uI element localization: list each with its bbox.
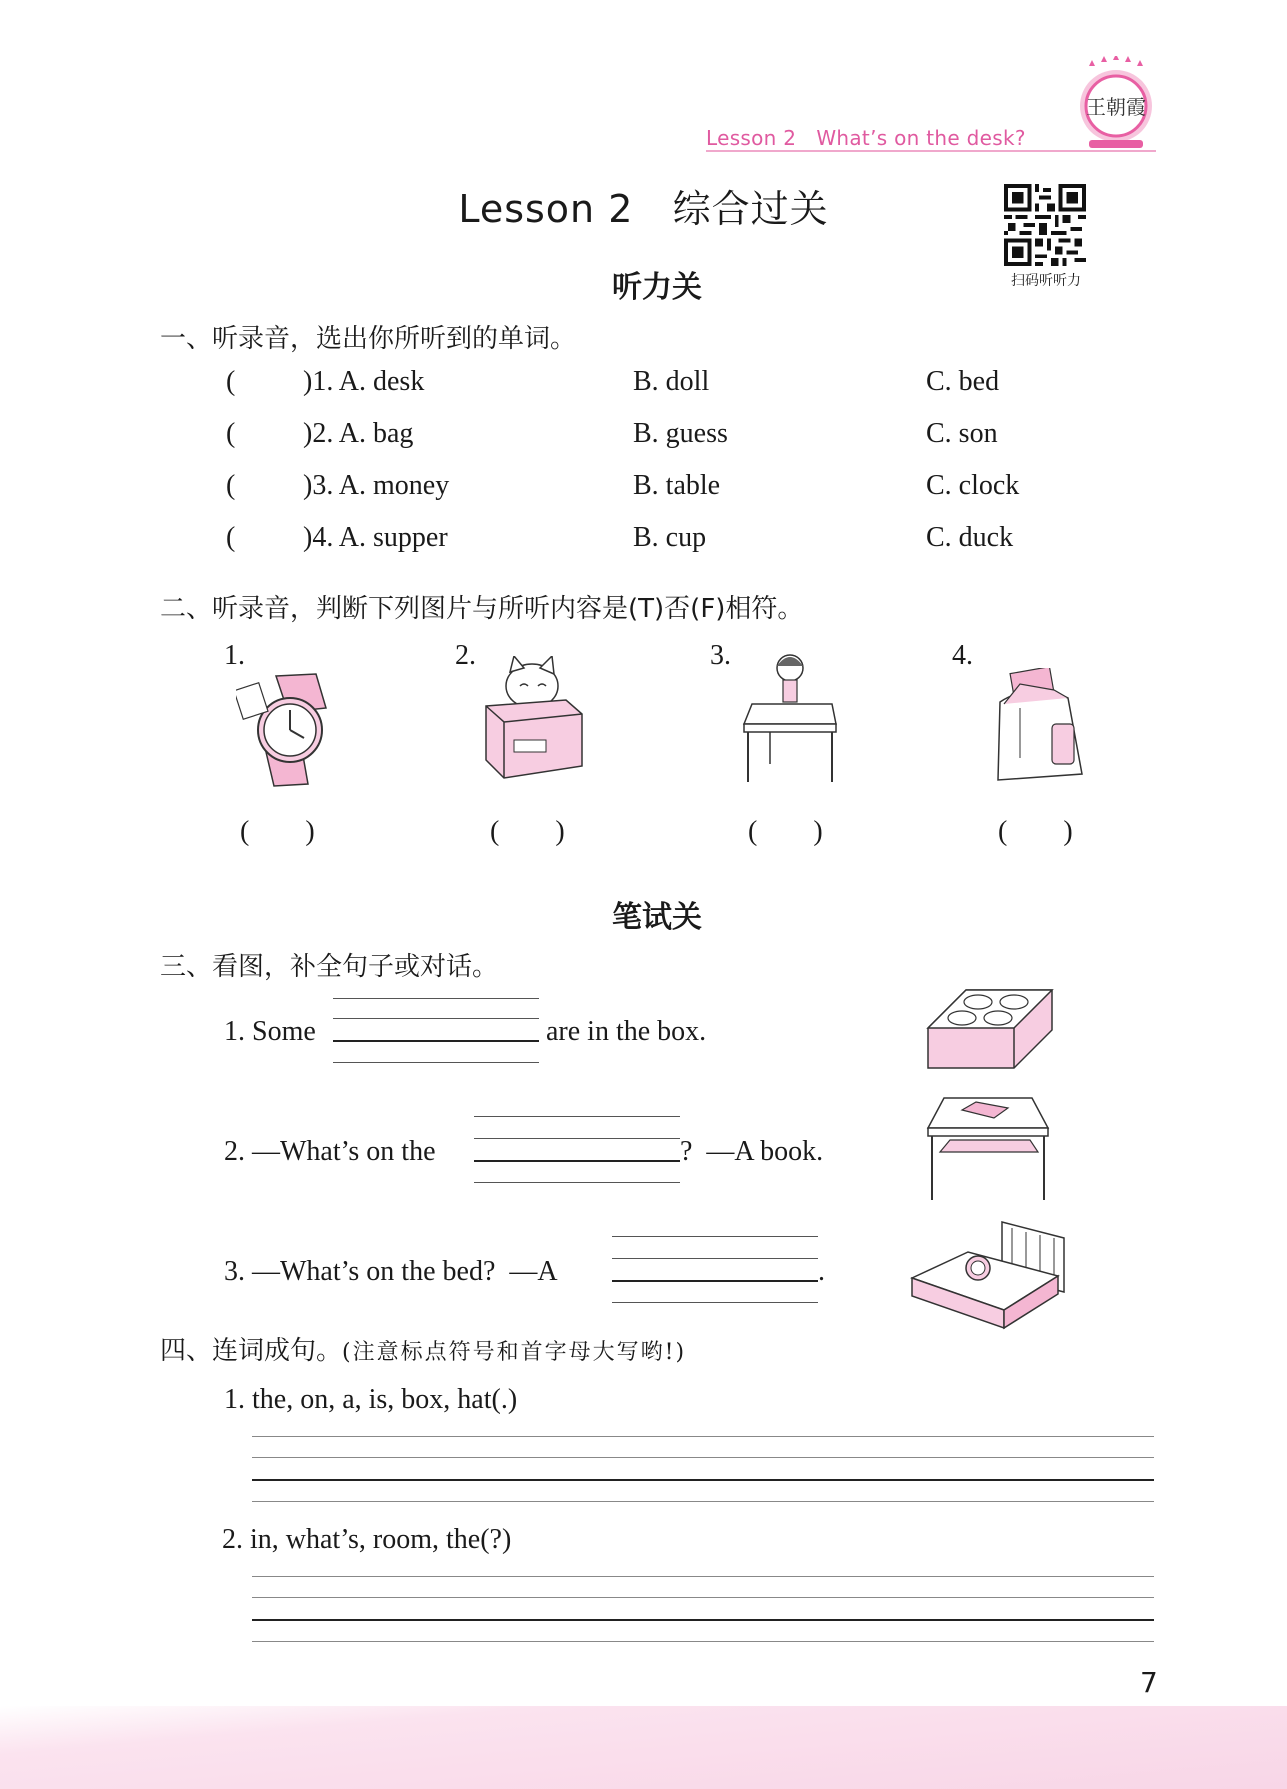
q1-option-b: B. cup	[633, 522, 707, 553]
q3-fill-blank-2[interactable]	[474, 1116, 680, 1182]
watch-picture	[236, 672, 340, 788]
q2-number: 3.	[710, 640, 731, 671]
q3-sentence-2-end: ? —A book.	[680, 1136, 824, 1167]
section-writing: 笔试关	[612, 900, 702, 935]
q1-option-a: )4. A. supper	[303, 522, 448, 553]
q1-option-c: C. clock	[926, 470, 1020, 501]
q4-prompt-1: 1. the, on, a, is, box, hat(.)	[224, 1384, 518, 1415]
q4-heading	[160, 1330, 686, 1367]
cat-in-box-picture	[482, 656, 586, 780]
title-text: 综合过关	[672, 187, 829, 231]
footer-band	[0, 1706, 1287, 1789]
q4-prompt-2: 2. in, what’s, room, the(?)	[222, 1524, 512, 1555]
doll-on-table-picture	[740, 652, 840, 784]
q1-option-b: B. table	[633, 470, 721, 501]
section-listening: 听力关	[612, 270, 702, 305]
qr-caption: 扫码听听力	[1011, 273, 1081, 289]
q3-sentence-1-end: are in the box.	[546, 1016, 707, 1047]
q1-answer-blank[interactable]: (	[226, 418, 236, 449]
header-lesson: Lesson 2	[706, 126, 797, 150]
q2-answer-blank[interactable]: ( )	[490, 816, 565, 847]
bowls-in-box-picture	[926, 988, 1054, 1070]
header-rule	[706, 150, 1156, 152]
q3-fill-blank-3[interactable]	[612, 1236, 818, 1302]
q2-heading: 二、听录音，判断下列图片与所听内容是(T)否(F)相符。	[160, 594, 804, 624]
running-header	[706, 126, 1026, 150]
q4-writing-lines-2[interactable]	[252, 1576, 1154, 1642]
q2-number: 4.	[952, 640, 973, 671]
q3-heading: 三、看图，补全句子或对话。	[160, 952, 499, 982]
q1-option-a: )1. A. desk	[303, 366, 425, 397]
q2-number: 2.	[455, 640, 476, 671]
q4-note: (注意标点符号和首字母大写哟!)	[342, 1340, 687, 1365]
q3-sentence-3-start: 3. —What’s on the bed? —A	[224, 1256, 558, 1287]
q1-option-c: C. son	[926, 418, 998, 449]
q1-heading: 一、听录音，选出你所听到的单词。	[160, 324, 577, 354]
qr-code[interactable]	[1004, 184, 1086, 266]
q3-sentence-3-end: .	[818, 1256, 825, 1287]
q2-answer-blank[interactable]: ( )	[240, 816, 315, 847]
q2-answer-blank[interactable]: ( )	[998, 816, 1073, 847]
q2-number: 1.	[224, 640, 245, 671]
q1-option-a: )2. A. bag	[303, 418, 414, 449]
schoolbag-picture	[990, 668, 1090, 786]
brand-logo	[1075, 56, 1157, 152]
q1-option-c: C. bed	[926, 366, 1000, 397]
q2-answer-blank[interactable]: ( )	[748, 816, 823, 847]
q4-writing-lines-1[interactable]	[252, 1436, 1154, 1502]
logo-lettering: 王朝霞	[1086, 95, 1146, 119]
q1-answer-blank[interactable]: (	[226, 366, 236, 397]
q1-option-b: B. guess	[633, 418, 728, 449]
book-on-desk-picture	[926, 1094, 1050, 1202]
clock-on-bed-picture	[908, 1216, 1070, 1336]
q1-option-c: C. duck	[926, 522, 1014, 553]
page-number: 7	[1140, 1666, 1158, 1699]
q4-heading-text: 四、连词成句。	[160, 1336, 343, 1366]
q3-fill-blank-1[interactable]	[333, 998, 539, 1064]
title-lesson: Lesson 2	[458, 187, 634, 231]
header-subtitle: What’s on the desk?	[816, 126, 1026, 150]
page-title	[0, 178, 1287, 233]
q3-sentence-1-start: 1. Some	[224, 1016, 316, 1047]
q3-sentence-2-start: 2. —What’s on the	[224, 1136, 436, 1167]
q1-answer-blank[interactable]: (	[226, 522, 236, 553]
q1-option-b: B. doll	[633, 366, 710, 397]
q1-option-a: )3. A. money	[303, 470, 450, 501]
q1-answer-blank[interactable]: (	[226, 470, 236, 501]
